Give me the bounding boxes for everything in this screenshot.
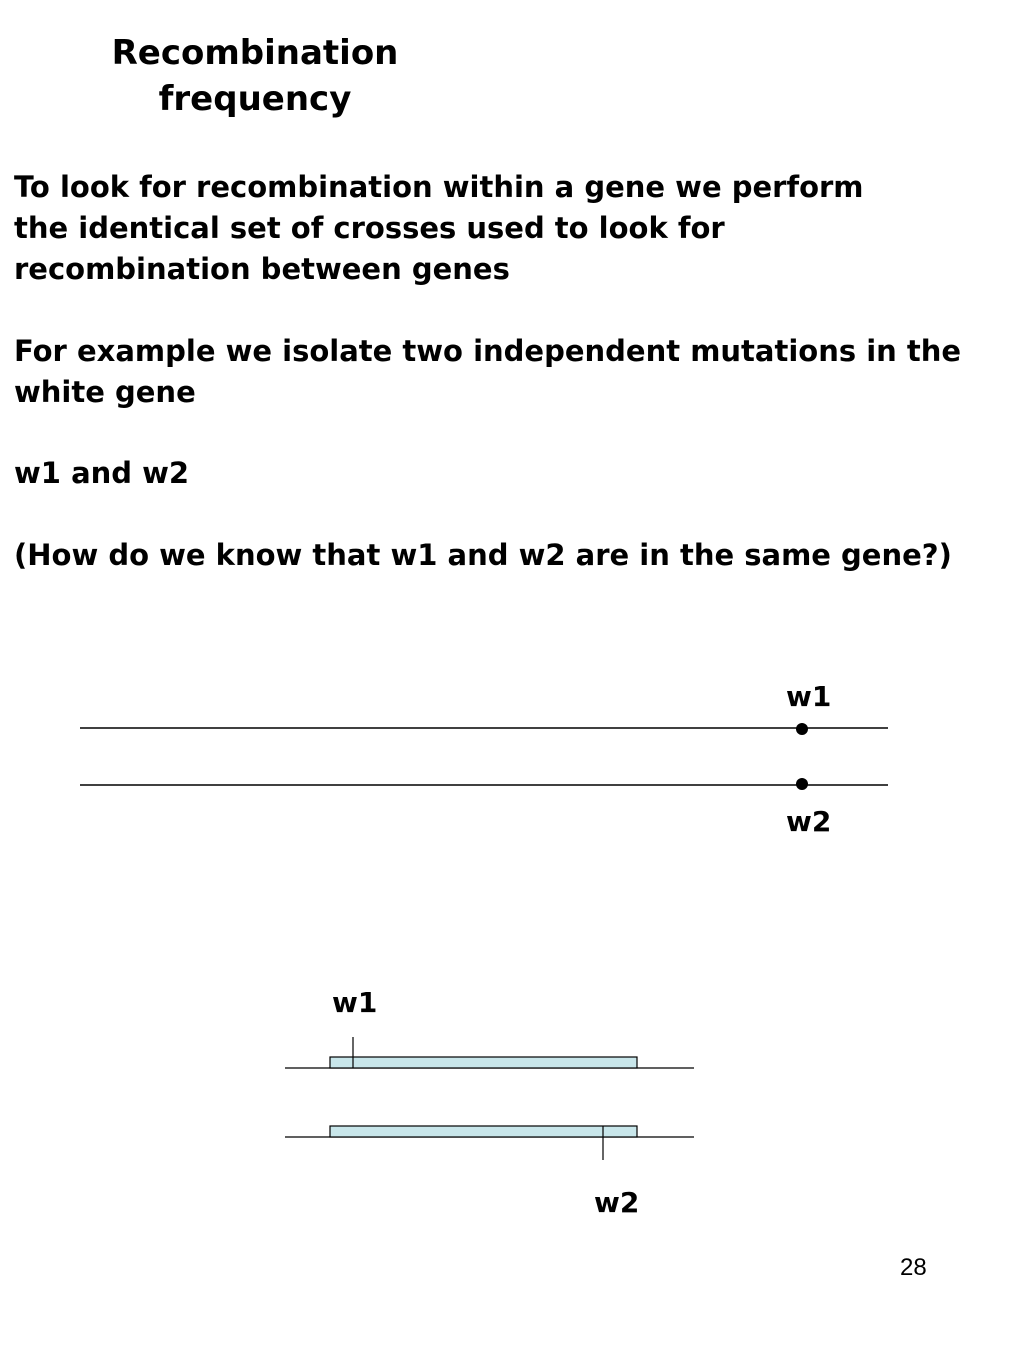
intro-line-1: To look for recombination within a gene we perform (14, 170, 864, 204)
slide-title-line-2: frequency (158, 79, 352, 119)
white-gene-box-top (330, 1057, 637, 1068)
white-gene-box-bottom (330, 1126, 637, 1137)
mutation-point-w1 (796, 723, 808, 735)
example-line-2: white gene (14, 375, 196, 409)
diagram2-label-w2: w2 (594, 1186, 640, 1219)
slide-number: 28 (900, 1254, 927, 1281)
intro-line-2: the identical set of crosses used to look for (14, 211, 725, 245)
diagram1-label-w2: w2 (786, 805, 832, 838)
mutation-point-w2 (796, 778, 808, 790)
diagram2-label-w1: w1 (332, 986, 378, 1019)
intro-line-3: recombination between genes (14, 252, 510, 286)
slide-title-line-1: Recombination (111, 33, 399, 73)
question-paragraph: (How do we know that w1 and w2 are in the same gene?) (14, 538, 952, 572)
mutations-paragraph: w1 and w2 (14, 456, 190, 490)
diagram1-label-w1: w1 (786, 680, 832, 713)
diagram-chromosome-pair (80, 723, 888, 790)
diagram-gene-pair (285, 1037, 694, 1160)
example-line-1: For example we isolate two independent mutations in the (14, 334, 962, 368)
